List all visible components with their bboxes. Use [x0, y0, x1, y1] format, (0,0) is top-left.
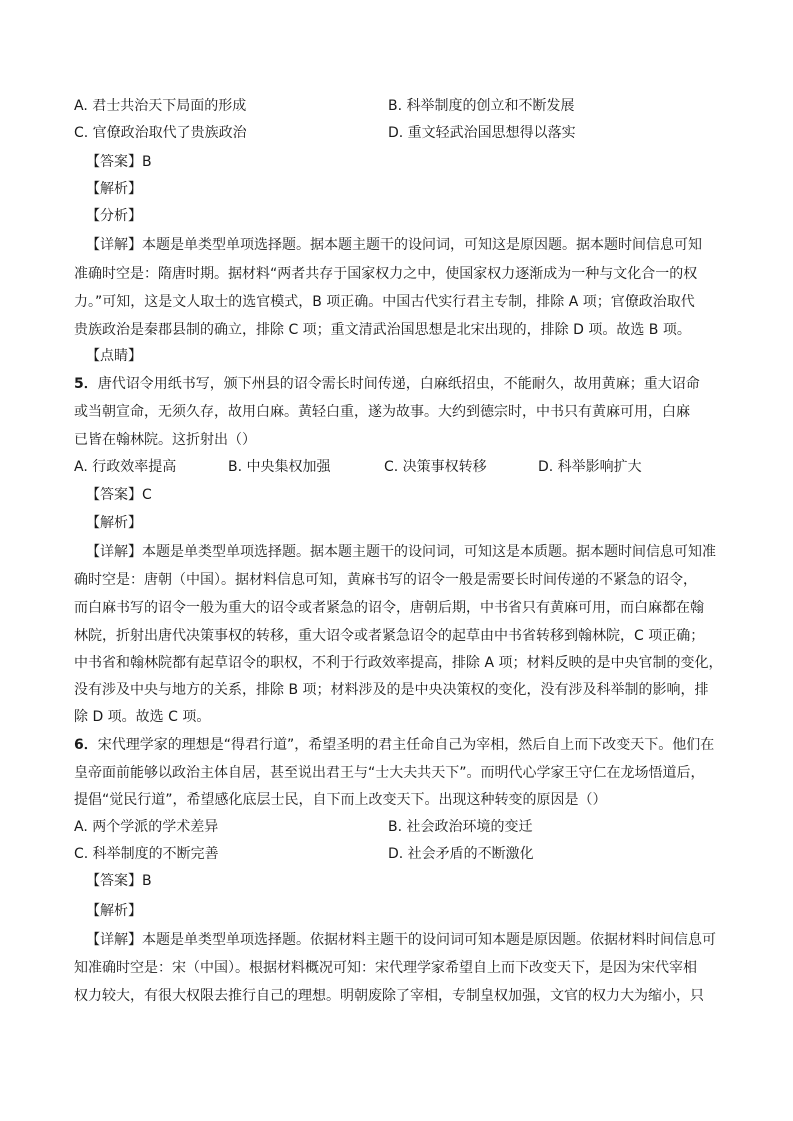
q6-stem-text-1: 宋代理学家的理想是“得君行道”，希望圣明的君主任命自己为宰相，然后自上而下改变天下。他们在 — [97, 737, 715, 753]
q5-detail-line-4: 林院，折射出唐代决策事权的转移，重大诏令或者紧急诏令的起草由中书省转移到翰林院，C 项正确； — [74, 628, 705, 644]
q5-option-b: B. 中央集权加强 — [228, 459, 331, 475]
q4-detail-line-3: 力。”可知，这是文人取士的选官模式，B 项正确。中国古代实行君主专制，排除 A 项；官僚政治取代 — [74, 294, 695, 310]
q5-option-a: A. 行政效率提高 — [74, 459, 177, 475]
q4-detail-line-1: 【详解】本题是单类型单项选择题。据本题主题干的设问词，可知这是原因题。据本题时间信息可知 — [86, 237, 702, 253]
q5-stem-text-1: 唐代诏令用纸书写，颁下州县的诏令需长时间传递，白麻纸招虫，不能耐久，故用黄麻；重大诏命 — [97, 376, 700, 392]
q5-stem-line-2: 或当朝宣命，无须久存，故用白麻。黄轻白重，遂为故事。大约到德宗时，中书只有黄麻可用，白麻 — [74, 404, 690, 420]
q5-number: 5． — [74, 376, 98, 392]
q6-stem-line-1 — [74, 735, 714, 755]
q4-option-b: B. 科举制度的创立和不断发展 — [388, 98, 575, 114]
q6-stem-line-3: 提倡“觉民行道”，希望感化底层士民，自下而上改变天下。出现这种转变的原因是（） — [74, 792, 607, 808]
q5-detail-line-7: 除 D 项。故选 C 项。 — [74, 709, 211, 725]
q6-detail-line-2: 知准确时空是：宋（中国）。根据材料概况可知：宋代理学家希望自上而下改变天下，是因为宋代宰相 — [74, 960, 697, 976]
q4-dianjing-label: 【点睛】 — [86, 348, 142, 364]
q4-analysis-label: 【解析】 — [86, 181, 142, 197]
q5-stem-line-3: 已皆在翰林院。这折射出（） — [74, 432, 256, 448]
q6-stem-line-2: 皇帝面前能够以政治主体自居，甚至说出君王与“士大夫共天下”。而明代心学家王守仁在龙场悟道后， — [74, 765, 705, 781]
q4-option-c: C. 官僚政治取代了贵族政治 — [74, 125, 247, 141]
q5-detail-line-6: 没有涉及中央与地方的关系，排除 B 项；材料涉及的是中央决策权的变化，没有涉及科举制的影响，排 — [74, 682, 709, 698]
q4-option-a: A. 君士共治天下局面的形成 — [74, 98, 247, 114]
q6-answer: 【答案】B — [86, 873, 152, 889]
q5-stem-line-1 — [74, 374, 700, 394]
q5-detail-line-3: 而白麻书写的诏令一般为重大的诏令或者紧急的诏令，唐朝后期，中书省只有黄麻可用，而白麻都在翰 — [74, 600, 704, 616]
q6-detail-line-1: 【详解】本题是单类型单项选择题。依据材料主题干的设问词可知本题是原因题。依据材料时间信息可 — [86, 932, 716, 948]
q4-fenxi-label: 【分析】 — [86, 208, 142, 224]
q6-detail-line-3: 权力较大，有很大权限去推行自己的理想。明朝废除了宰相，专制皇权加强，文官的权力大为缩小，只 — [74, 988, 704, 1004]
q5-option-d: D. 科举影响扩大 — [538, 459, 642, 475]
q4-detail-line-4: 贵族政治是秦郡县制的确立，排除 C 项；重文清武治国思想是北宋出现的，排除 D 项。故选 B 项。 — [74, 322, 691, 338]
q5-detail-line-2: 确时空是：唐朝（中国）。据材料信息可知，黄麻书写的诏令一般是需要长时间传递的不紧急的诏令， — [74, 572, 697, 588]
q6-option-c: C. 科举制度的不断完善 — [74, 846, 219, 862]
q5-answer: 【答案】C — [86, 487, 152, 503]
q6-number: 6． — [74, 737, 98, 753]
q4-detail-line-2: 准确时空是：隋唐时期。据材料“两者共存于国家权力之中，使国家权力逐渐成为一种与文化合一的权 — [74, 266, 698, 282]
q5-detail-line-5: 中书省和翰林院都有起草诏令的职权，不利于行政效率提高，排除 A 项；材料反映的是中央官制的变化， — [74, 655, 723, 671]
q6-option-b: B. 社会政治环境的变迁 — [388, 819, 533, 835]
q5-analysis-label: 【解析】 — [86, 515, 142, 531]
q6-option-d: D. 社会矛盾的不断激化 — [388, 846, 534, 862]
q4-option-d: D. 重文轻武治国思想得以落实 — [388, 125, 576, 141]
q6-analysis-label: 【解析】 — [86, 903, 142, 919]
q6-option-a: A. 两个学派的学术差异 — [74, 819, 219, 835]
q5-option-c: C. 决策事权转移 — [384, 459, 487, 475]
q4-answer: 【答案】B — [86, 154, 152, 170]
q5-detail-line-1: 【详解】本题是单类型单项选择题。据本题主题干的设问词，可知这是本质题。据本题时间信息可知准 — [86, 544, 716, 560]
